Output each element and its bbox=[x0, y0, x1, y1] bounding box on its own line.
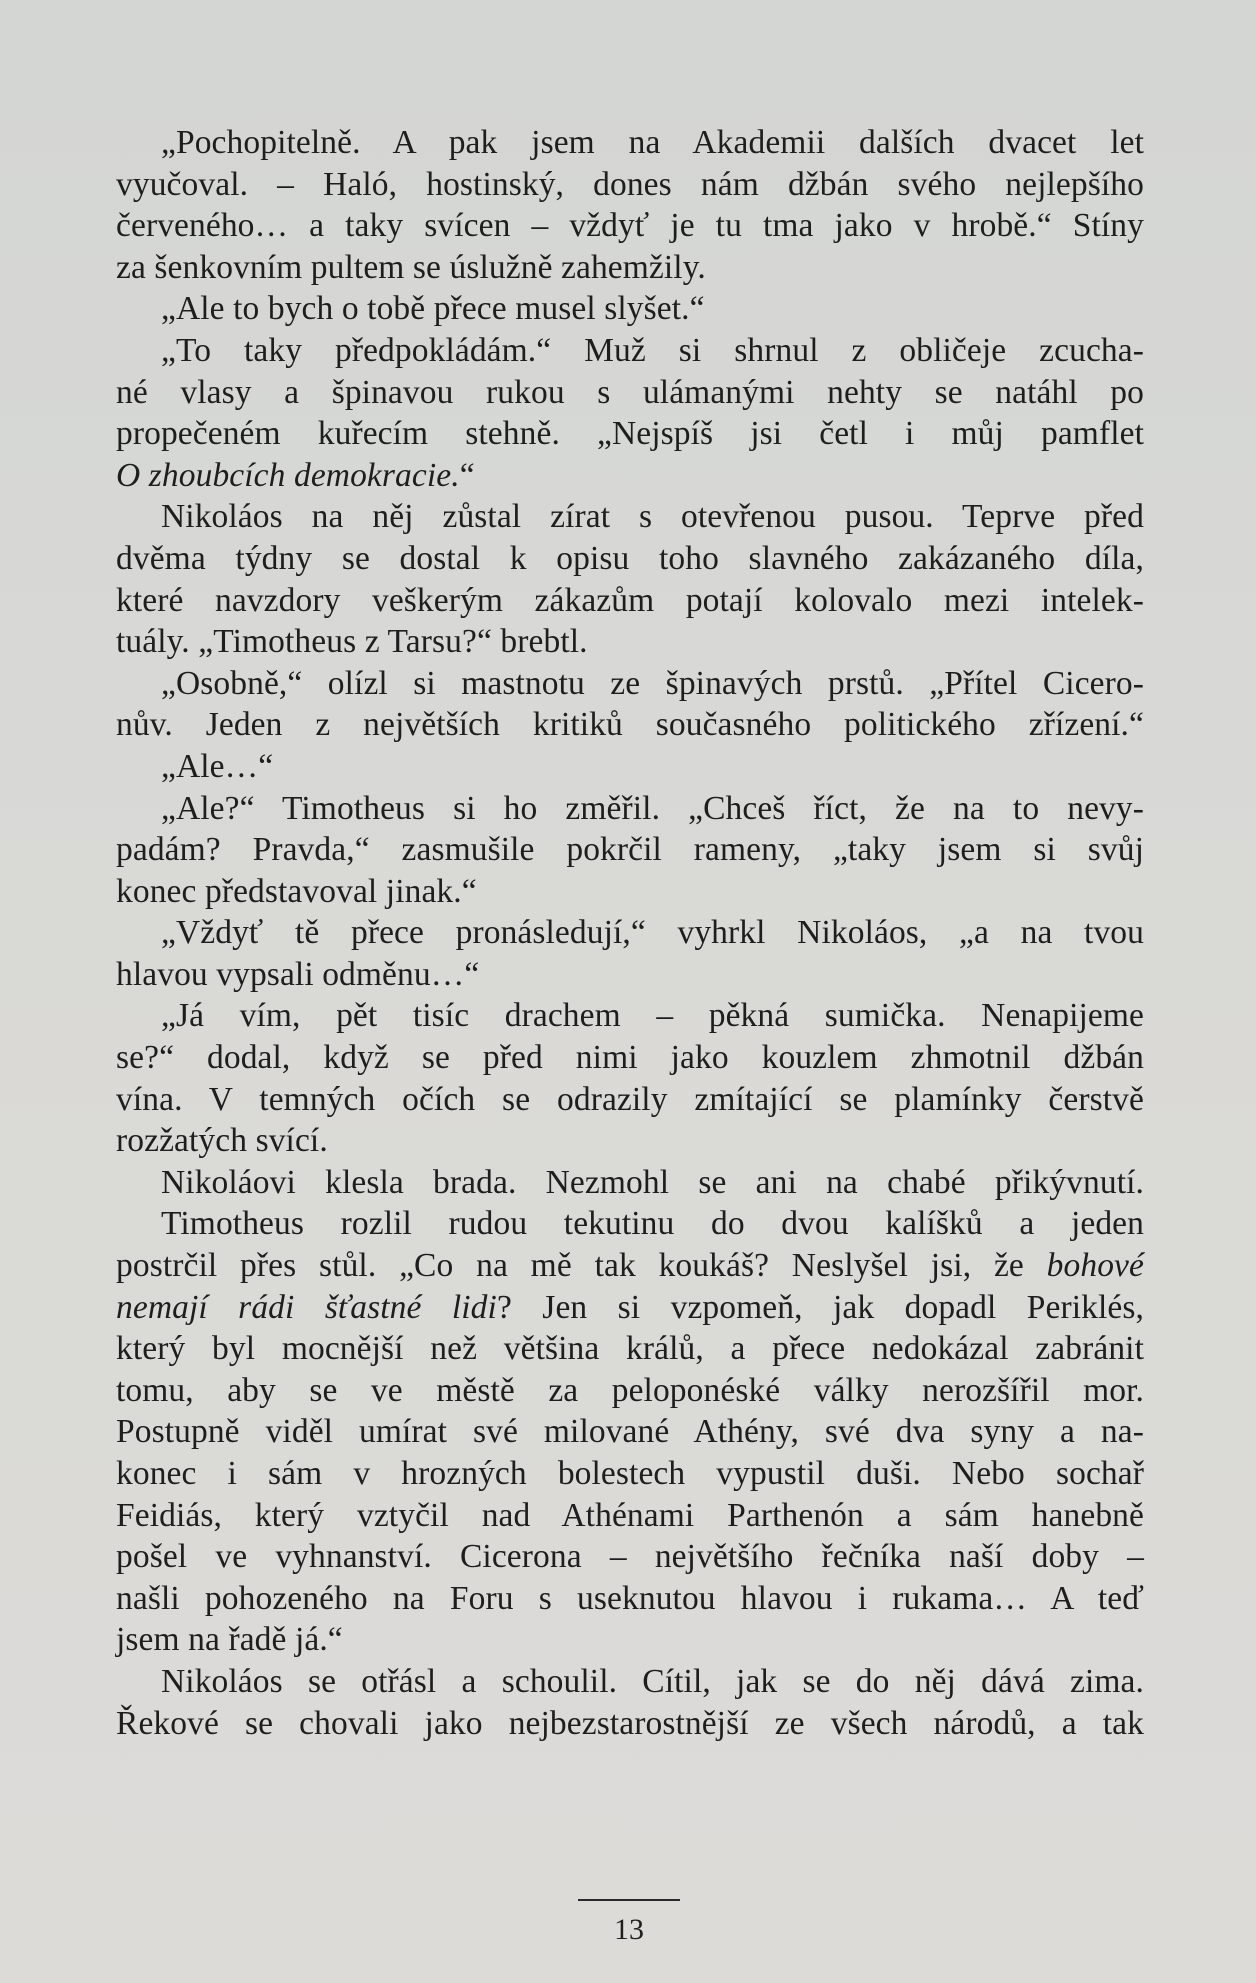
italic-text: O zhoubcích demokracie. bbox=[116, 456, 460, 494]
text-line: „Osobně,“ olízl si mastnotu ze špinavých prstů. „Přítel Cicero- bbox=[161, 664, 1144, 702]
text-line: padám? Pravda,“ zasmušile pokrčil rameny, „taky jsem si svůj bbox=[116, 831, 1144, 869]
text-line: hlavou vypsali odměnu…“ bbox=[116, 955, 480, 993]
text-line: našli pohozeného na Foru s useknutou hlavou i rukama… A teď bbox=[116, 1579, 1144, 1617]
page-number: 13 bbox=[614, 1913, 644, 1946]
text-line: „Ale?“ Timotheus si ho změřil. „Chceš říct, že na to nevy- bbox=[161, 789, 1144, 827]
text-line: pošel ve vyhnanství. Cicerona – největšího řečníka naší doby – bbox=[116, 1538, 1144, 1576]
text-line: které navzdory veškerým zákazům potají kolovalo mezi intelek- bbox=[116, 581, 1144, 619]
italic-text: bohové bbox=[1046, 1247, 1144, 1285]
text-line: se?“ dodal, když se před nimi jako kouzlem zhmotnil džbán bbox=[116, 1039, 1144, 1077]
text-span: ? Jen si vzpomeň, jak dopadl Periklés, bbox=[496, 1288, 1144, 1326]
text-line: Řekové se chovali jako nejbezstarostnější ze všech národů, a tak bbox=[116, 1704, 1144, 1742]
text-line: jsem na řadě já.“ bbox=[116, 1621, 343, 1659]
text-line: za šenkovním pultem se úslužně zahemžily. bbox=[116, 248, 706, 286]
text-line: Nikoláovi klesla brada. Nezmohl se ani na chabé přikývnutí. bbox=[161, 1163, 1144, 1201]
footer-rule bbox=[578, 1899, 680, 1901]
text-line: vyučoval. – Haló, hostinský, dones nám džbán svého nejlepšího bbox=[116, 165, 1144, 203]
text-line: který byl mocnější než většina králů, a přece nedokázal zabránit bbox=[116, 1330, 1144, 1368]
text-line: Feidiás, který vztyčil nad Athénami Parthenón a sám hanebně bbox=[116, 1496, 1144, 1534]
text-span: postrčil přes stůl. „Co na mě tak koukáš? Neslyšel jsi, že bbox=[116, 1247, 1047, 1285]
text-line: Timotheus rozlil rudou tekutinu do dvou kalíšků a jeden bbox=[161, 1205, 1144, 1243]
italic-text: nemají rádi šťastné lidi bbox=[116, 1288, 497, 1326]
text-line bbox=[116, 455, 1144, 497]
text-line: „Já vím, pět tisíc drachem – pěkná sumička. Nenapijeme bbox=[161, 997, 1144, 1035]
text-line: konec představoval jinak.“ bbox=[116, 872, 477, 910]
text-line: „Pochopitelně. A pak jsem na Akademii dalších dvacet let bbox=[161, 124, 1144, 161]
text-line: Nikoláos se otřásl a schoulil. Cítil, jak se do něj dává zima. bbox=[161, 1662, 1144, 1700]
text-line bbox=[116, 1287, 1144, 1329]
text-line: tomu, aby se ve městě za peloponéské války nerozšířil mor. bbox=[116, 1371, 1144, 1409]
text-line: Postupně viděl umírat své milované Athény, své dva syny a na- bbox=[116, 1413, 1144, 1451]
text-line: vína. V temných očích se odrazily zmítající se plamínky čerstvě bbox=[116, 1080, 1144, 1118]
text-line: „Ale…“ bbox=[161, 747, 274, 785]
text-line: „To taky předpokládám.“ Muž si shrnul z obličeje zcucha- bbox=[161, 331, 1144, 369]
text-line: červeného… a taky svícen – vždyť je tu tma jako v hrobě.“ Stíny bbox=[116, 207, 1144, 245]
text-line: konec i sám v hrozných bolestech vypustil duši. Nebo sochař bbox=[116, 1455, 1144, 1492]
text-line: „Ale to bych o tobě přece musel slyšet.“ bbox=[161, 290, 705, 328]
text-line: propečeném kuřecím stehně. „Nejspíš jsi četl i můj pamflet bbox=[116, 415, 1144, 453]
text-line: rozžatých svící. bbox=[116, 1122, 328, 1160]
body-text bbox=[116, 122, 1144, 1744]
text-span: “ bbox=[459, 456, 475, 494]
text-line: né vlasy a špinavou rukou s ulámanými nehty se natáhl po bbox=[116, 373, 1144, 411]
text-line bbox=[116, 1245, 1144, 1287]
text-line: „Vždyť tě přece pronásledují,“ vyhrkl Nikoláos, „a na tvou bbox=[161, 914, 1144, 952]
text-line: dvěma týdny se dostal k opisu toho slavného zakázaného díla, bbox=[116, 539, 1144, 577]
text-line: tuály. „Timotheus z Tarsu?“ brebtl. bbox=[116, 623, 588, 661]
text-line: Nikoláos na něj zůstal zírat s otevřenou pusou. Teprve před bbox=[161, 498, 1144, 536]
text-line: nův. Jeden z největších kritiků současného politického zřízení.“ bbox=[116, 706, 1144, 744]
